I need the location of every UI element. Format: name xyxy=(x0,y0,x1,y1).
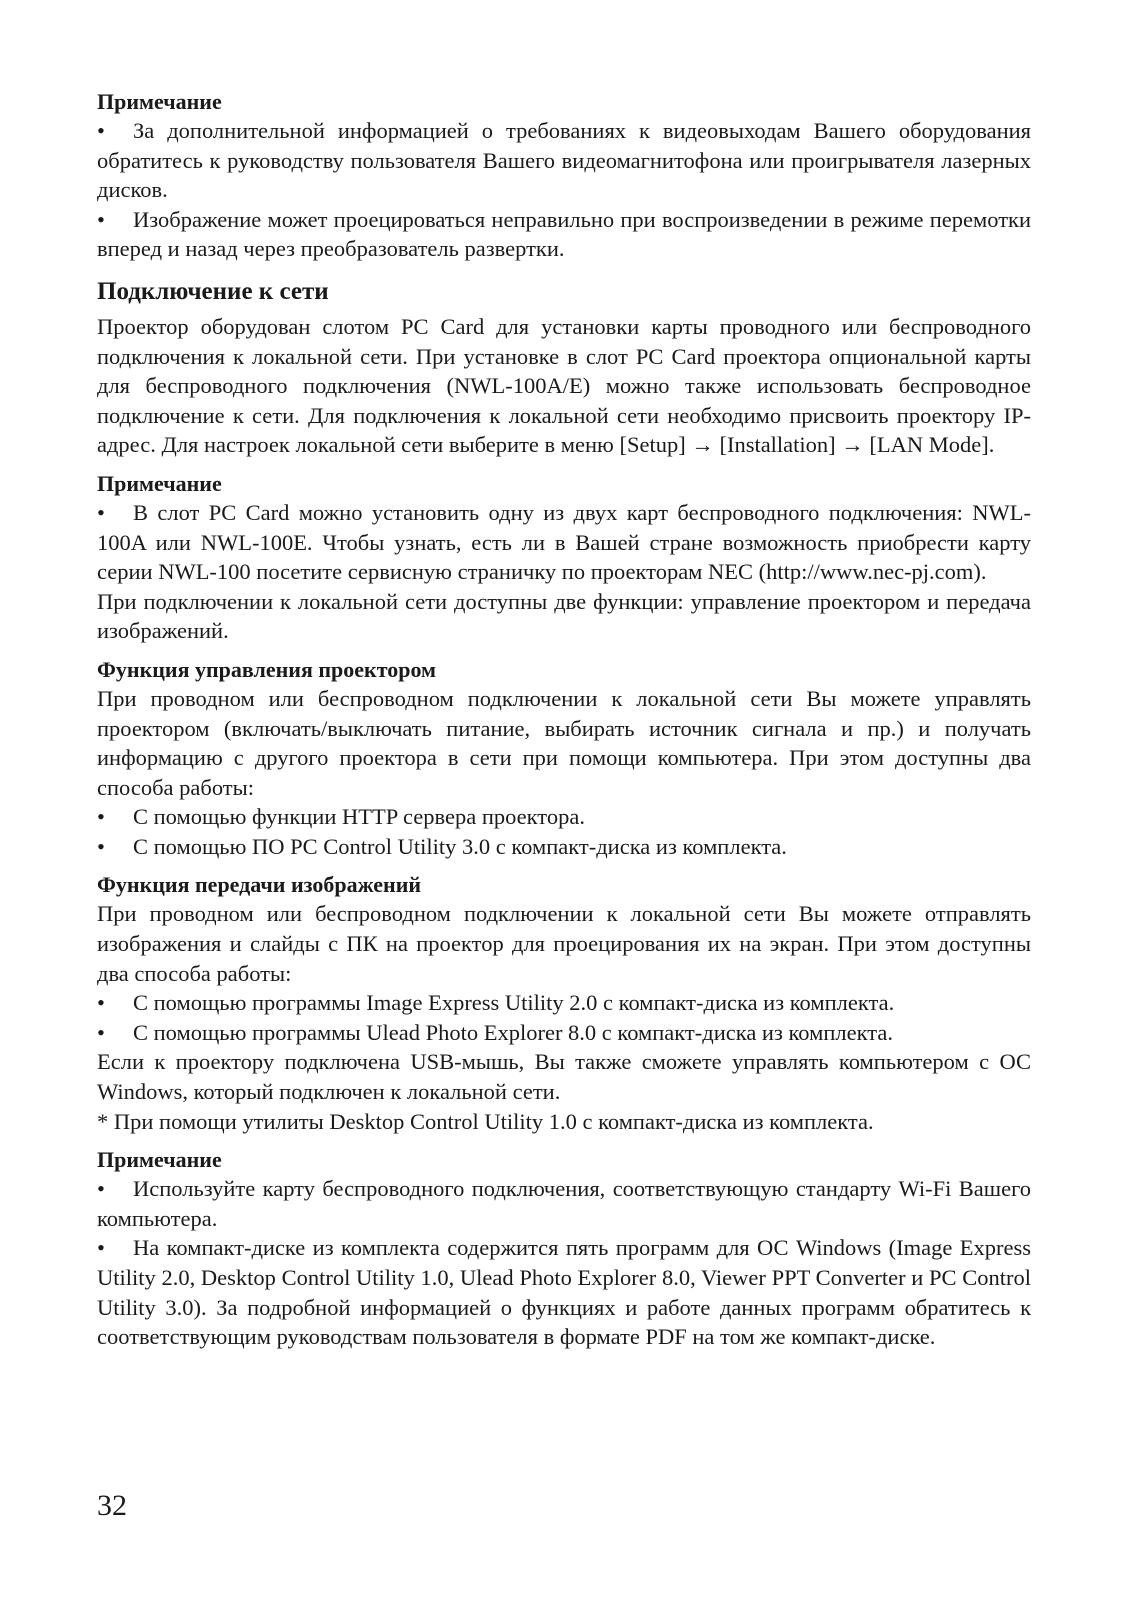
note-3-item-2: • На компакт-диске из комплекта содержится пять программ для ОС Windows (Image Express Utility 2.0, Desktop Control Utility 1.0, Ulead Photo Explorer 8.0, Viewer PPT Converter и PC Control Utility 3.0). За подробной информацией о функциях и работе данных программ обратитесь к соответствующим руководствам пользователя в формате PDF на том же компакт-диске. xyxy=(97,1235,1031,1350)
transfer-paragraph: При проводном или беспроводном подключении к локальной сети Вы можете отправлять изображения и слайды с ПК на проектор для проецирования их на экран. При этом доступны два способа работы: xyxy=(97,901,1031,986)
bullet-icon: • xyxy=(97,990,105,1016)
control-paragraph: При проводном или беспроводном подключении к локальной сети Вы можете управлять проектором (включать/выключать питание, выбирать источник сигнала и пр.) и получать информацию с другого проектора в сети при помощи компьютера. При этом доступны два способа работы: xyxy=(97,685,1031,800)
subheading-control: Функция управления проектором xyxy=(97,656,437,682)
bullet-icon: • xyxy=(97,1019,105,1045)
control-item-1: • С помощью функции HTTP сервера проектора. xyxy=(97,802,1031,832)
note-1-item-2: • Изображение может проецироваться неправильно при воспроизведении в режиме перемотки вперед и назад через преобразователь развертки. xyxy=(97,206,1031,262)
bullet-icon: • xyxy=(97,1235,105,1261)
note-heading-2: Примечание xyxy=(97,470,222,496)
subheading-transfer: Функция передачи изображений xyxy=(97,872,422,898)
section-heading-network: Подключение к сети xyxy=(97,277,329,305)
transfer-footnote: * При помощи утилиты Desktop Control Utility 1.0 с компакт-диска из комплекта. xyxy=(97,1108,874,1134)
bullet-icon: • xyxy=(97,833,105,859)
note-heading-1: Примечание xyxy=(97,89,222,114)
page-number: 32 xyxy=(97,1489,127,1522)
network-paragraph: Проектор оборудован слотом PC Card для установки карты проводного или беспроводного подключения к локальной сети. При установке в слот PC Card проектора опциональной карты для беспроводного подключения (NWL-100A/E) можно также использовать беспроводное подключение к сети. Для подключения к локальной сети необходимо присвоить проектору IP-адрес. Для настроек локальной сети выберите в меню [Setup] → [Installation] → [LAN Mode]. xyxy=(97,313,1031,458)
note-1-item-1: • За дополнительной информацией о требованиях к видеовыходам Вашего оборудования обратитесь к руководству пользователя Вашего видеомагнитофона или проигрывателя лазерных дисков. xyxy=(97,118,1031,203)
bullet-icon: • xyxy=(97,499,105,525)
page-content xyxy=(97,88,1031,1352)
bullet-icon: • xyxy=(97,118,105,143)
bullet-icon: • xyxy=(97,206,105,232)
note-2-item-1: • В слот PC Card можно установить одну из двух карт беспроводного подключения: NWL-100A или NWL-100E. Чтобы узнать, есть ли в Вашей стране возможность приобрести карту серии NWL-100 посетите сервисную страничку по проекторам NEC (http://www.nec-pj.com). xyxy=(97,499,1031,585)
bullet-icon: • xyxy=(97,1176,105,1202)
transfer-item-1: • С помощью программы Image Express Utility 2.0 с компакт-диска из комплекта. xyxy=(97,988,1031,1018)
control-item-2: • С помощью ПО PC Control Utility 3.0 с компакт-диска из комплекта. xyxy=(97,832,1031,862)
transfer-item-2: • С помощью программы Ulead Photo Explorer 8.0 с компакт-диска из комплекта. xyxy=(97,1018,1031,1048)
note-2-after: При подключении к локальной сети доступны две функции: управление проектором и передача изображений. xyxy=(97,588,1031,644)
note-heading-3: Примечание xyxy=(97,1147,222,1173)
transfer-after: Если к проектору подключена USB-мышь, Вы также сможете управлять компьютером с ОС Windows, который подключен к локальной сети. xyxy=(97,1049,1031,1105)
note-3-item-1: • Используйте карту беспроводного подключения, соответствующую стандарту Wi-Fi Вашего компьютера. xyxy=(97,1176,1031,1231)
bullet-icon: • xyxy=(97,804,105,830)
